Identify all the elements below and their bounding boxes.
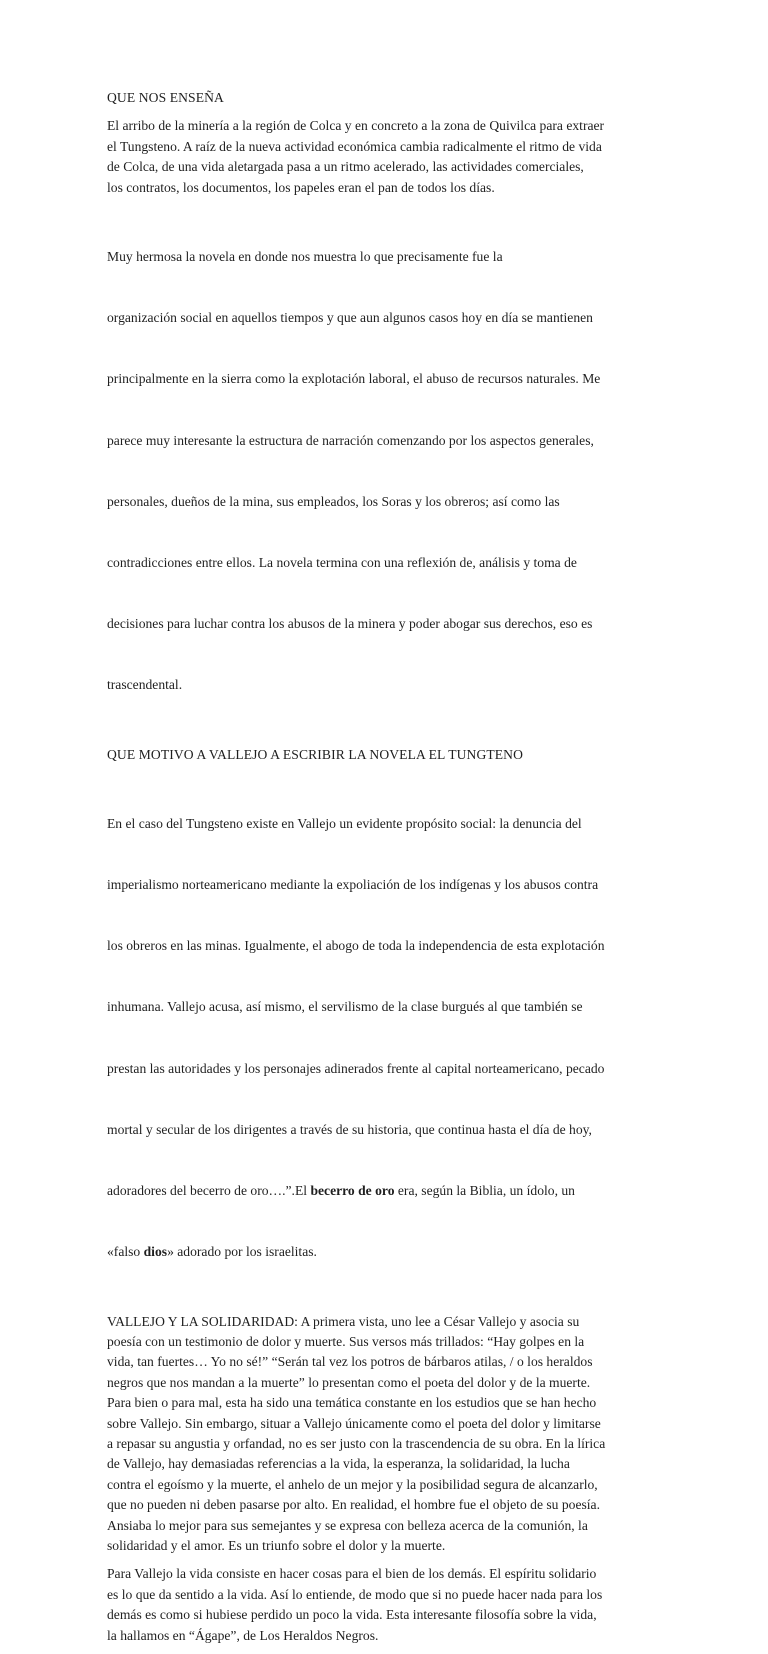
text-line: de Vallejo, hay demasiadas referencias a la vida, la esperanza, la solidaridad, la lucha	[107, 1456, 570, 1472]
text-line: contradicciones entre ellos. La novela termina con una reflexión de, análisis y toma de	[107, 554, 577, 570]
text-line: Muy hermosa la novela en donde nos muestra lo que precisamente fue la	[107, 248, 503, 264]
text-line: El arribo de la minería a la región de Colca y en concreto a la zona de Quivilca para extraer	[107, 118, 605, 134]
text-run: era, según la Biblia, un ídolo, un	[394, 1183, 575, 1199]
paragraph-vida-solidaria	[107, 1564, 663, 1646]
text-line: es lo que da sentido a la vida. Así lo entiende, de modo que si no puede hacer nada para los	[107, 1586, 603, 1602]
text-run: «falso	[107, 1244, 144, 1260]
bold-text-becerro-de-oro: becerro de oro	[310, 1183, 395, 1199]
text-line: mortal y secular de los dirigentes a través de su historia, que continua hasta el día de hoy,	[107, 1121, 592, 1137]
bold-text-dios: dios	[143, 1244, 168, 1260]
text-line: vida, tan fuertes… Yo no sé!” “Serán tal vez los potros de bárbaros atilas, / o los heraldos	[107, 1354, 593, 1370]
text-line: contra el egoísmo y la muerte, el anhelo de un mejor y la posibilidad segura de alcanzarlo,	[107, 1476, 598, 1492]
text-line: personales, dueños de la mina, sus empleados, los Soras y los obreros; así como las	[107, 493, 560, 509]
text-line: decisiones para luchar contra los abusos de la minera y poder abogar sus derechos, eso es	[107, 616, 593, 632]
text-line: Ansiaba lo mejor para sus semejantes y se expresa con belleza acerca de la comunión, la	[107, 1517, 588, 1533]
text-line: negros que nos mandan a la muerte” lo presentan como el poeta del dolor y de la muerte.	[107, 1374, 591, 1390]
text-run: » adorado por los israelitas.	[167, 1244, 317, 1260]
text-line: organización social en aquellos tiempos y que aun algunos casos hoy en día se mantienen	[107, 310, 593, 326]
text-line: trascendental.	[107, 677, 183, 693]
text-line: prestan las autoridades y los personajes adinerados frente al capital norteamericano, pecado	[107, 1060, 605, 1076]
text-line: poesía con un testimonio de dolor y muerte. Sus versos más trillados: “Hay golpes en la	[107, 1333, 585, 1349]
text-line: de Colca, de una vida aletargada pasa a un ritmo acelerado, las actividades comerciales,	[107, 159, 584, 175]
text-line: a repasar su angustia y orfandad, no es ser justo con la trascendencia de su obra. En la lírica	[107, 1436, 606, 1451]
text-line: los obreros en las minas. Igualmente, el abogo de toda la independencia de esta explotación	[107, 938, 605, 954]
text-line: sobre Vallejo. Sin embargo, situar a Vallejo únicamente como el poeta del dolor y limitarse	[107, 1415, 601, 1431]
text-line	[107, 1181, 663, 1201]
paragraph-social-purpose	[107, 773, 663, 1304]
text-line: Para bien o para mal, esta ha sido una temática constante en los estudios que se han hecho	[107, 1395, 597, 1411]
text-run: adoradores del becerro de oro….”.El	[107, 1183, 311, 1199]
text-line: principalmente en la sierra como la explotación laboral, el abuso de recursos naturales. Me	[107, 371, 601, 387]
text-line: parece muy interesante la estructura de narración comenzando por los aspectos generales,	[107, 432, 594, 448]
section-heading-que-nos-ensena: QUE NOS ENSEÑA	[107, 90, 224, 105]
text-line: el Tungsteno. A raíz de la nueva actividad económica cambia radicalmente el ritmo de vida	[107, 138, 602, 154]
text-line: VALLEJO Y LA SOLIDARIDAD: A primera vista, uno lee a César Vallejo y asocia su	[107, 1313, 580, 1329]
text-line	[107, 1242, 663, 1262]
paragraph-novel-opinion	[107, 206, 663, 737]
text-line: demás es como si hubiese perdido un poco la vida. Esta interesante filosofía sobre la vida,	[107, 1607, 597, 1623]
paragraph-mining-arrival	[107, 116, 663, 198]
paragraph-vallejo-solidaridad	[107, 1312, 663, 1557]
text-line: En el caso del Tungsteno existe en Vallejo un evidente propósito social: la denuncia del	[107, 815, 582, 831]
text-line: que no pueden ni deben pasarse por alto. En realidad, el hombre fue el objeto de su poesía.	[107, 1497, 600, 1513]
text-line: solidaridad y el amor. Es un triunfo sobre el dolor y la muerte.	[107, 1538, 446, 1554]
text-line: los contratos, los documentos, los papeles eran el pan de todos los días.	[107, 179, 495, 195]
text-line: inhumana. Vallejo acusa, así mismo, el servilismo de la clase burgués al que también se	[107, 999, 583, 1015]
text-line: la hallamos en “Ágape”, de Los Heraldos Negros.	[107, 1627, 379, 1643]
text-line: imperialismo norteamericano mediante la expoliación de los indígenas y los abusos contra	[107, 877, 599, 893]
document-page	[107, 88, 663, 1654]
section-heading-motivo: QUE MOTIVO A VALLEJO A ESCRIBIR LA NOVELA EL TUNGTENO	[107, 746, 524, 762]
text-line: Para Vallejo la vida consiste en hacer cosas para el bien de los demás. El espíritu solidario	[107, 1566, 597, 1582]
